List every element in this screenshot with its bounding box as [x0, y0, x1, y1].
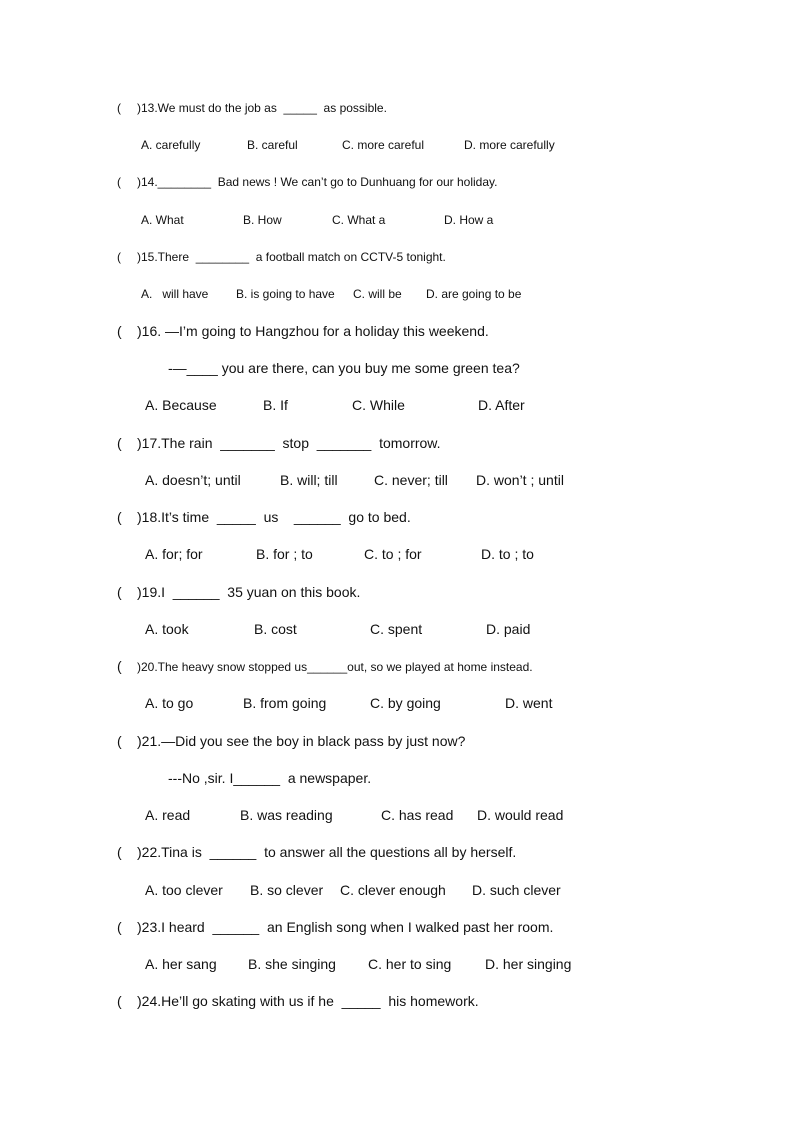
q20-option-d: D. went — [505, 695, 553, 711]
q18-stem: )18.It’s time _____ us ______ go to bed. — [137, 509, 411, 525]
q13-option-d: D. more carefully — [464, 138, 555, 152]
q22-option-b: B. so clever — [250, 882, 324, 898]
q20-stem: )20.The heavy snow stopped us______out, so we played at home instead. — [137, 660, 533, 674]
q14-option-a: A. What — [141, 213, 184, 227]
q21-option-c: C. has read — [381, 807, 454, 823]
q23-option-a: A. her sang — [145, 956, 217, 972]
q20-option-c: C. by going — [370, 695, 441, 711]
q13-option-b: B. careful — [247, 138, 298, 152]
q18-paren: ( — [117, 509, 122, 525]
q18-option-d: D. to ; to — [481, 546, 534, 562]
q23-option-c: C. her to sing — [368, 956, 452, 972]
q16-paren: ( — [117, 323, 122, 339]
q21-option-d: D. would read — [477, 807, 564, 823]
q14-paren: ( — [117, 175, 121, 189]
q17-paren: ( — [117, 435, 122, 451]
q17-option-d: D. won’t ; until — [476, 472, 564, 488]
q16-option-d: D. After — [478, 397, 525, 413]
q15-paren: ( — [117, 250, 121, 264]
q14-option-c: C. What a — [332, 213, 386, 227]
q14-option-b: B. How — [243, 213, 282, 227]
q22-paren: ( — [117, 844, 122, 860]
q21-paren: ( — [117, 733, 122, 749]
q17-stem: )17.The rain _______ stop _______ tomorrow. — [137, 435, 441, 451]
q13-stem: )13.We must do the job as _____ as possible. — [137, 101, 387, 115]
q20-paren: ( — [117, 658, 122, 674]
q19-stem: )19.I ______ 35 yuan on this book. — [137, 584, 361, 600]
q21-option-b: B. was reading — [240, 807, 333, 823]
q15-option-a: A. will have — [141, 287, 209, 301]
q22-option-a: A. too clever — [145, 882, 223, 898]
q20-option-b: B. from going — [243, 695, 327, 711]
q13-option-c: C. more careful — [342, 138, 425, 152]
q22-option-d: D. such clever — [472, 882, 561, 898]
q22-stem: )22.Tina is ______ to answer all the questions all by herself. — [137, 844, 517, 860]
q17-option-a: A. doesn’t; until — [145, 472, 241, 488]
q16-stem: )16. —I’m going to Hangzhou for a holiday this weekend. — [137, 323, 489, 339]
q16-option-a: A. Because — [145, 397, 217, 413]
q13-paren: ( — [117, 101, 121, 115]
q19-paren: ( — [117, 584, 122, 600]
q14-option-d: D. How a — [444, 213, 494, 227]
q18-option-a: A. for; for — [145, 546, 203, 562]
q21-option-a: A. read — [145, 807, 191, 823]
q14-stem: )14.________ Bad news ! We can’t go to Dunhuang for our holiday. — [137, 175, 498, 189]
q20-option-a: A. to go — [145, 695, 194, 711]
q17-option-c: C. never; till — [374, 472, 448, 488]
q23-stem: )23.I heard ______ an English song when I walked past her room. — [137, 919, 554, 935]
q18-option-c: C. to ; for — [364, 546, 422, 562]
q19-option-c: C. spent — [370, 621, 423, 637]
q21-stem: )21.—Did you see the boy in black pass by just now? — [137, 733, 466, 749]
q23-option-b: B. she singing — [248, 956, 336, 972]
q21-reply: ---No ,sir. I______ a newspaper. — [168, 770, 372, 786]
q22-option-c: C. clever enough — [340, 882, 446, 898]
q23-paren: ( — [117, 919, 122, 935]
q23-option-d: D. her singing — [485, 956, 572, 972]
q19-option-b: B. cost — [254, 621, 297, 637]
q15-stem: )15.There ________ a football match on CCTV-5 tonight. — [137, 250, 446, 264]
q17-option-b: B. will; till — [280, 472, 338, 488]
q15-option-b: B. is going to have — [236, 287, 335, 301]
q18-option-b: B. for ; to — [256, 546, 313, 562]
q16-option-b: B. If — [263, 397, 288, 413]
q19-option-a: A. took — [145, 621, 189, 637]
q24-paren: ( — [117, 993, 122, 1009]
q16-option-c: C. While — [352, 397, 405, 413]
q19-option-d: D. paid — [486, 621, 531, 637]
q24-stem: )24.He’ll go skating with us if he _____ his homework. — [137, 993, 479, 1009]
q15-option-c: C. will be — [353, 287, 402, 301]
q15-option-d: D. are going to be — [426, 287, 522, 301]
q13-option-a: A. carefully — [141, 138, 201, 152]
q16-reply: -—____ you are there, can you buy me some green tea? — [168, 360, 520, 376]
